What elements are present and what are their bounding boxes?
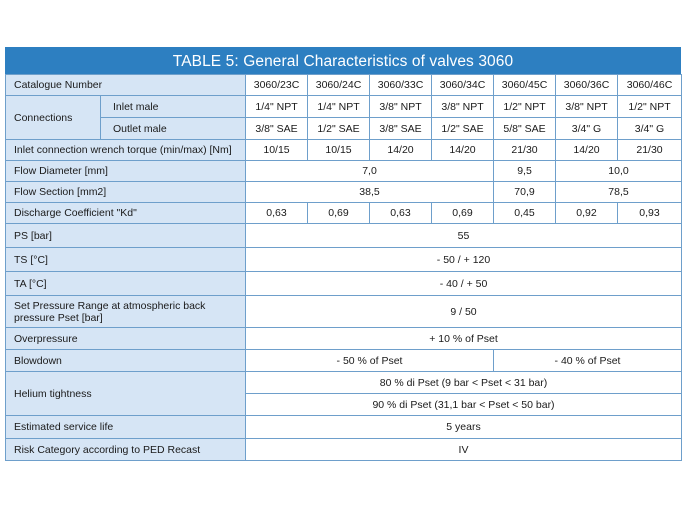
row-label: Discharge Coefficient "Kd" — [6, 203, 246, 224]
row-catalogue — [6, 75, 682, 96]
cell: - 40 / + 50 — [246, 272, 682, 296]
characteristics-table-container — [5, 47, 681, 461]
cell: 3/4" G — [556, 118, 618, 140]
cell: 80 % di Pset (9 bar < Pset < 31 bar) — [246, 372, 682, 394]
row-helium-1 — [6, 372, 682, 394]
cell: 38,5 — [246, 182, 494, 203]
row-service-life — [6, 416, 682, 439]
row-inlet — [6, 96, 682, 118]
cell: - 50 / + 120 — [246, 248, 682, 272]
cell: 90 % di Pset (31,1 bar < Pset < 50 bar) — [246, 394, 682, 416]
sub-label: Inlet male — [101, 96, 246, 118]
row-label: Catalogue Number — [6, 75, 246, 96]
cell: 14/20 — [556, 140, 618, 161]
row-label: Estimated service life — [6, 416, 246, 439]
row-flow-section — [6, 182, 682, 203]
cell: 3/8" SAE — [370, 118, 432, 140]
cell: 14/20 — [370, 140, 432, 161]
cell: 9,5 — [494, 161, 556, 182]
cell: 3060/45C — [494, 75, 556, 96]
row-overpressure — [6, 328, 682, 350]
row-label: Flow Section [mm2] — [6, 182, 246, 203]
row-label: TS [°C] — [6, 248, 246, 272]
cell: 0,92 — [556, 203, 618, 224]
row-label: Risk Category according to PED Recast — [6, 439, 246, 461]
row-ts — [6, 248, 682, 272]
cell: 1/2" NPT — [494, 96, 556, 118]
row-outlet — [6, 118, 682, 140]
row-label: Connections — [6, 96, 101, 140]
cell: 1/4" NPT — [308, 96, 370, 118]
cell: 3/4" G — [618, 118, 682, 140]
cell: 78,5 — [556, 182, 682, 203]
cell: 0,69 — [308, 203, 370, 224]
row-label: Flow Diameter [mm] — [6, 161, 246, 182]
cell: 3/8" NPT — [370, 96, 432, 118]
cell: - 40 % of Pset — [494, 350, 682, 372]
cell: 70,9 — [494, 182, 556, 203]
cell: 0,63 — [246, 203, 308, 224]
cell: 5 years — [246, 416, 682, 439]
row-ps — [6, 224, 682, 248]
cell: 0,45 — [494, 203, 556, 224]
row-set-pressure — [6, 296, 682, 328]
cell: 10/15 — [308, 140, 370, 161]
row-torque — [6, 140, 682, 161]
characteristics-table — [5, 74, 682, 461]
cell: 3060/46C — [618, 75, 682, 96]
cell: 0,93 — [618, 203, 682, 224]
cell: 10,0 — [556, 161, 682, 182]
cell: 3060/33C — [370, 75, 432, 96]
row-label: Set Pressure Range at atmospheric back pressure Pset [bar] — [6, 296, 246, 328]
cell: 55 — [246, 224, 682, 248]
cell: - 50 % of Pset — [246, 350, 494, 372]
row-label: Inlet connection wrench torque (min/max) [Nm] — [6, 140, 246, 161]
row-label: Helium tightness — [6, 372, 246, 416]
cell: 3060/36C — [556, 75, 618, 96]
row-risk — [6, 439, 682, 461]
row-label: Blowdown — [6, 350, 246, 372]
row-ta — [6, 272, 682, 296]
cell: 3060/23C — [246, 75, 308, 96]
cell: 1/2" SAE — [308, 118, 370, 140]
cell: + 10 % of Pset — [246, 328, 682, 350]
cell: 5/8" SAE — [494, 118, 556, 140]
row-label: PS [bar] — [6, 224, 246, 248]
cell: 3/8" NPT — [432, 96, 494, 118]
row-label: TA [°C] — [6, 272, 246, 296]
cell: 10/15 — [246, 140, 308, 161]
cell: 0,63 — [370, 203, 432, 224]
cell: 14/20 — [432, 140, 494, 161]
cell: 3060/34C — [432, 75, 494, 96]
cell: 7,0 — [246, 161, 494, 182]
cell: 0,69 — [432, 203, 494, 224]
cell: 3060/24C — [308, 75, 370, 96]
row-flow-diameter — [6, 161, 682, 182]
row-kd — [6, 203, 682, 224]
sub-label: Outlet male — [101, 118, 246, 140]
cell: 1/4" NPT — [246, 96, 308, 118]
row-label: Overpressure — [6, 328, 246, 350]
cell: 1/2" SAE — [432, 118, 494, 140]
cell: 3/8" SAE — [246, 118, 308, 140]
cell: 1/2" NPT — [618, 96, 682, 118]
cell: 21/30 — [618, 140, 682, 161]
cell: 21/30 — [494, 140, 556, 161]
cell: 9 / 50 — [246, 296, 682, 328]
cell: 3/8" NPT — [556, 96, 618, 118]
table-title: TABLE 5: General Characteristics of valves 3060 — [5, 47, 681, 74]
row-blowdown — [6, 350, 682, 372]
cell: IV — [246, 439, 682, 461]
